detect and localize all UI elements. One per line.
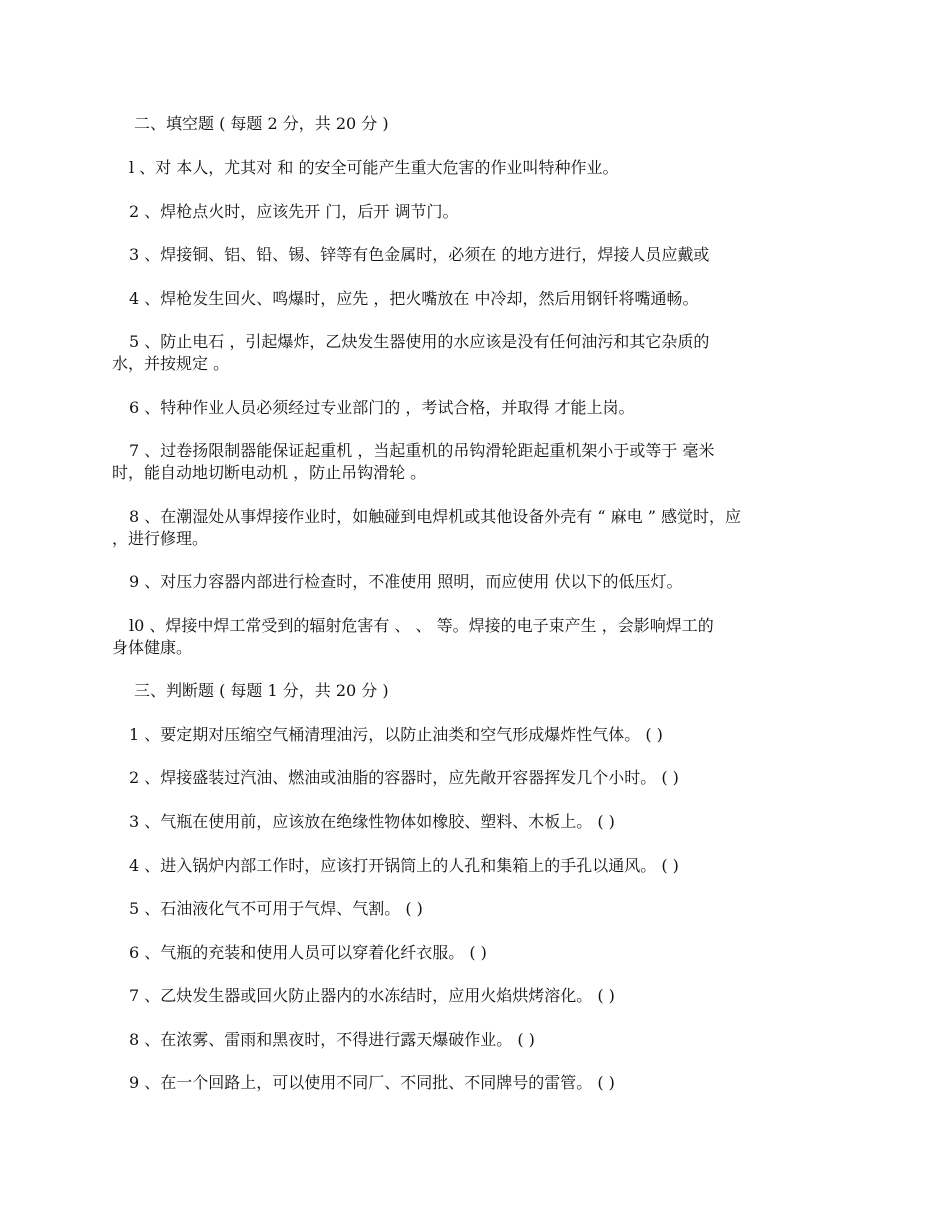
fill-question-10-line-1: l0 、焊接中焊工常受到的辐射危害有 、 、 等。焊接的电子束产生 ，会影响焊工的 bbox=[129, 616, 714, 635]
judge-question-5: 5 、石油液化气不可用于气焊、气割。 ( ) bbox=[129, 899, 423, 918]
fill-question-5-line-1: 5 、防止电石 ，引起爆炸，乙炔发生器使用的水应该是没有任何油污和其它杂质的 bbox=[129, 332, 710, 351]
judge-question-3: 3 、气瓶在使用前，应该放在绝缘性物体如橡胶、塑料、木板上。 ( ) bbox=[129, 812, 615, 831]
judge-question-2: 2 、焊接盛装过汽油、燃油或油脂的容器时，应先敞开容器挥发几个小时。 ( ) bbox=[129, 768, 679, 787]
judge-question-4: 4 、进入锅炉内部工作时，应该打开锅筒上的人孔和集箱上的手孔以通风。 ( ) bbox=[129, 856, 679, 875]
section-2-heading: 二、填空题 ( 每题 2 分，共 20 分 ) bbox=[134, 114, 389, 133]
judge-question-7: 7 、乙炔发生器或回火防止器内的水冻结时，应用火焰烘烤溶化。 ( ) bbox=[129, 986, 615, 1005]
section-3-heading: 三、判断题 ( 每题 1 分，共 20 分 ) bbox=[134, 681, 389, 700]
judge-question-6: 6 、气瓶的充装和使用人员可以穿着化纤衣服。 ( ) bbox=[129, 943, 487, 962]
fill-question-7-line-1: 7 、过卷扬限制器能保证起重机 ，当起重机的吊钩滑轮距起重机架小于或等于 毫米 bbox=[129, 441, 715, 460]
fill-question-9: 9 、对压力容器内部进行检查时，不准使用 照明，而应使用 伏以下的低压灯。 bbox=[129, 572, 683, 591]
fill-question-8-line-2: ，进行修理。 bbox=[112, 529, 209, 548]
judge-question-1: 1 、要定期对压缩空气桶清理油污，以防止油类和空气形成爆炸性气体。 ( ) bbox=[129, 725, 663, 744]
fill-question-2: 2 、焊枪点火时，应该先开 门，后开 调节门。 bbox=[129, 202, 459, 221]
judge-question-8: 8 、在浓雾、雷雨和黑夜时，不得进行露天爆破作业。 ( ) bbox=[129, 1030, 535, 1049]
fill-question-6: 6 、特种作业人员必须经过专业部门的 ，考试合格，并取得 才能上岗。 bbox=[129, 398, 635, 417]
fill-question-8-line-1: 8 、在潮湿处从事焊接作业时，如触碰到电焊机或其他设备外壳有 “ 麻电 ” 感觉时，应 bbox=[129, 507, 741, 526]
fill-question-5-line-2: 水，并按规定 。 bbox=[112, 354, 230, 373]
judge-question-9: 9 、在一个回路上，可以使用不同厂、不同批、不同牌号的雷管。 ( ) bbox=[129, 1073, 615, 1092]
fill-question-1: l 、对 本人，尤其对 和 的安全可能产生重大危害的作业叫特种作业。 bbox=[129, 158, 619, 177]
fill-question-10-line-2: 身体健康。 bbox=[112, 638, 193, 657]
fill-question-3: 3 、焊接铜、铝、铅、锡、锌等有色金属时，必须在 的地方进行，焊接人员应戴或 bbox=[129, 245, 710, 264]
fill-question-7-line-2: 时，能自动地切断电动机 ，防止吊钩滑轮 。 bbox=[112, 463, 427, 482]
fill-question-4: 4 、焊枪发生回火、鸣爆时，应先 ，把火嘴放在 中冷却，然后用钢钎将嘴通畅。 bbox=[129, 289, 699, 308]
